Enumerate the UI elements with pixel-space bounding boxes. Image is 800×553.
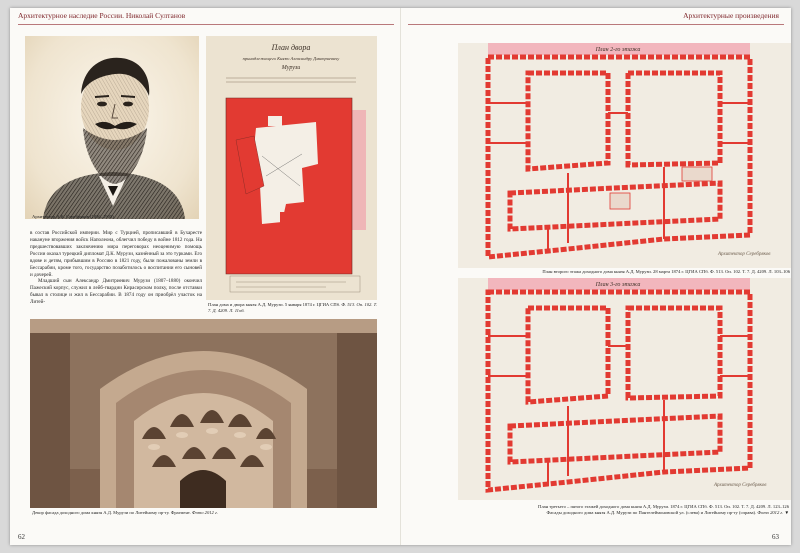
plan-third-floor-caption-line-2-tail: Фото 2012 г. ▼ <box>757 509 789 515</box>
plan-house-yard-caption-head: План дома и двора князя А.Д. Мурузи. 5 января 1874 г. ЦГИА СПб. <box>208 302 341 307</box>
plan-title-line-3: Мурузи <box>281 65 301 71</box>
plan-third-floor-signature: Архитектор Серебряков <box>714 483 767 488</box>
plan-second-floor-drawing <box>458 43 791 268</box>
plan-house-yard <box>206 36 377 300</box>
plan-third-floor-caption-line-2-head: Фасады доходного дома князя А.Д. Мурузи по Пантелеймоновской ул. (слева) и Литейному пр-ту (справа). <box>546 509 757 515</box>
plan-title-line-2: принадлежащего Князю Александру Дмитриевичу <box>242 56 340 61</box>
plan-second-floor-label: План 2-го этажа <box>595 47 641 53</box>
portrait-engraving <box>25 36 199 219</box>
body-text <box>30 230 202 306</box>
page-number-right: 63 <box>772 533 779 541</box>
gutter <box>400 8 401 545</box>
plan-house-yard-caption-tail: Ф. 513. Оп. 102. Т. 7. Д. 4209. Л. 11об. <box>208 302 378 313</box>
plan-second-floor-caption: План второго этажа доходного дома князя А.Д. Мурузи. 28 марта 1874 г. ЦГИА СПб. Ф. 513. Оп. 102. Т. 7. Д. 4209. Л. 103–106 <box>542 269 790 274</box>
body-paragraph-1: в состав Российской империи. Мир с Турцией, прописавший в Бухаресте накануне вторжения войск Наполеона, облегчил победу в войне 1812 года. На предшествовавших заключению мира переговорах неоценимую помощь России оказал турецкий дипломат Д.К. Мурузи, казнённый за это турками. Его вдове и детям, прибывшим в Россию в 1821 году, были пожалованы земли в Бессарабии, кроме того, государство позаботилось о воспитании его сыновей и дочерей. <box>30 230 202 278</box>
plan-second-floor <box>458 43 791 268</box>
plan-third-floor-label: План 3-го этажа <box>595 282 641 288</box>
plan-house-yard-drawing <box>206 36 377 300</box>
portrait-illustration <box>25 36 199 219</box>
facade-caption <box>32 510 382 516</box>
page-number-left: 62 <box>18 533 25 541</box>
header-rule-right <box>408 24 784 25</box>
running-header-left: Архитектурное наследие России. Николай Султанов <box>18 11 186 20</box>
plan-third-floor-caption-line-1: План третьего – пятого этажей доходного дома князя А.Д. Мурузи. 1874 г. ЦГИА СПб. Ф. 513. Оп. 102. Т. 7. Д. 4209. Л. 123–126 <box>538 504 789 509</box>
facade-caption-tail: Фото 2012 г. <box>191 510 218 515</box>
facade-photo <box>30 319 377 508</box>
book-spread <box>10 8 791 545</box>
plan-title-line-1: План двора <box>271 43 311 52</box>
facade-caption-head: Декор фасада доходного дома князя А.Д. Мурузи по Литейному пр-ту. Фрагмент. <box>32 510 191 515</box>
plan-third-floor <box>458 278 791 500</box>
facade-ornament-illustration <box>30 319 377 508</box>
plan-third-floor-caption <box>466 504 789 515</box>
portrait-caption: Архитектор А.К. Серебряков (1836–1905) <box>32 214 114 219</box>
plan-house-yard-caption <box>208 302 380 313</box>
plan-third-floor-caption-line-2 <box>466 510 789 516</box>
plan-second-floor-signature: Архитектор Серебряков <box>718 252 771 257</box>
running-header-right: Архитектурные произведения <box>683 11 779 20</box>
header-rule-left <box>18 24 394 25</box>
body-paragraph-2: Младший сын Александр Дмитриевич Мурузи (1807–1880) окончил Пажеский корпус, служил в лейб-гвардии Кирасирском полку, после отставки бывал в столице и жил в Бессарабии. В 1874 году он приобрёл участок на Литей- <box>30 278 202 306</box>
plan-third-floor-drawing <box>458 278 791 500</box>
